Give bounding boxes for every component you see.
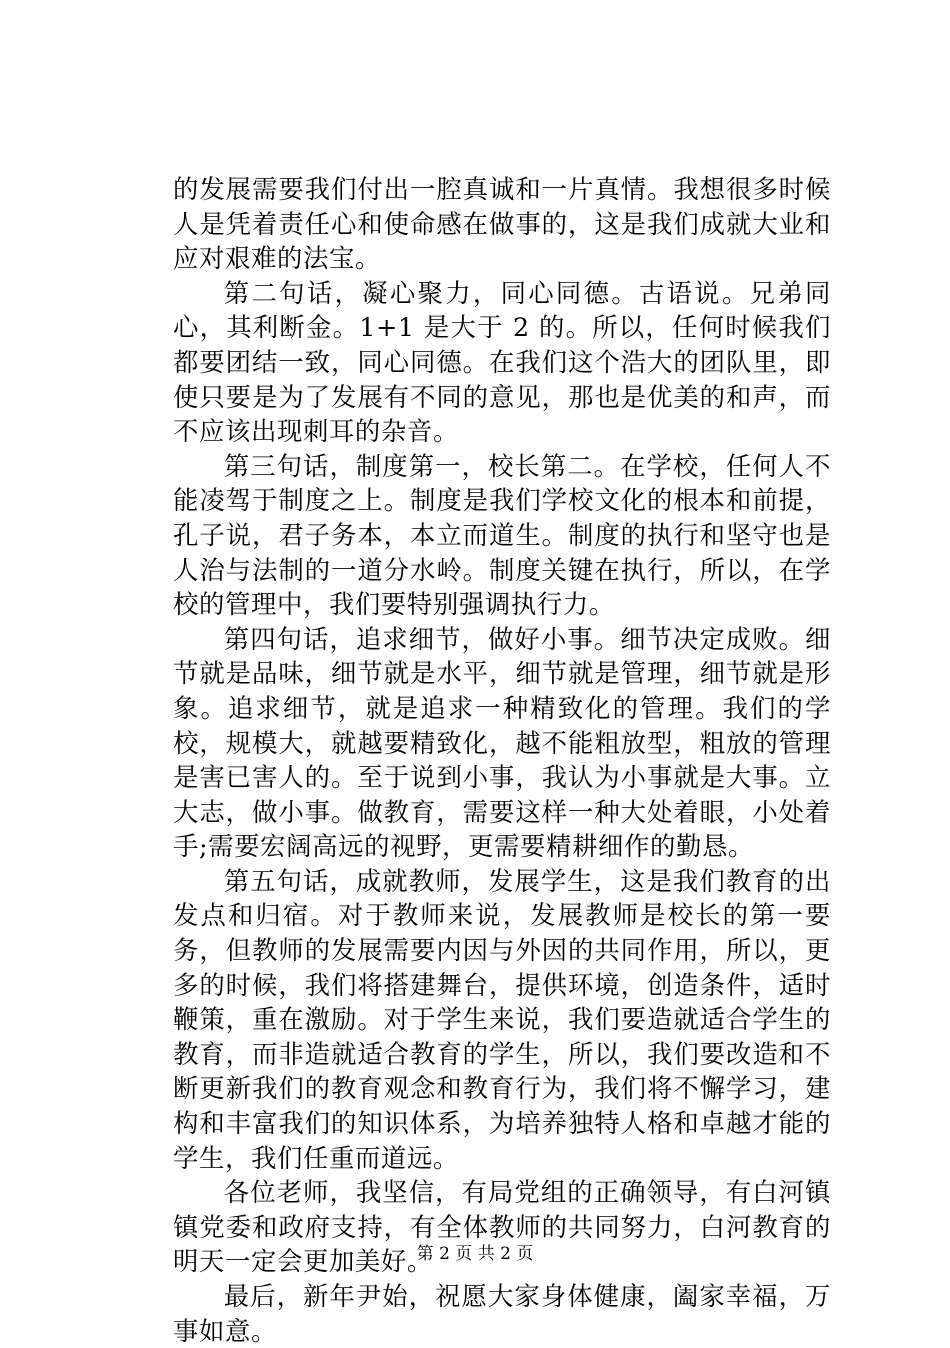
paragraph-second-saying: 第二句话，凝心聚力，同心同德。古语说。兄弟同心，其利断金。1+1 是大于 2 的。所以，任何时候我们都要团结一致，同心同德。在我们这个浩大的团队里，即使只要是为了发展有不同的意见，那也是优美的和声，而不应该出现刺耳的杂音。 bbox=[173, 277, 831, 447]
paragraph-fifth-saying: 第五句话，成就教师，发展学生，这是我们教育的出发点和归宿。对于教师来说，发展教师是校长的第一要务，但教师的发展需要内因与外因的共同作用，所以，更多的时候，我们将搭建舞台，提供环境，创造条件，适时鞭策，重在激励。对于学生来说，我们要造就适合学生的教育，而非造就适合教育的学生，所以，我们要改造和不断更新我们的教育观念和教育行为，我们将不懈学习，建构和丰富我们的知识体系，为培养独特人格和卓越才能的学生，我们任重而道远。 bbox=[173, 865, 831, 1173]
paragraph-continuation: 的发展需要我们付出一腔真诚和一片真情。我想很多时候人是凭着责任心和使命感在做事的，这是我们成就大业和应对艰难的法宝。 bbox=[173, 174, 831, 274]
paragraph-third-saying: 第三句话，制度第一，校长第二。在学校，任何人不能凌驾于制度之上。制度是我们学校文化的根本和前提，孔子说，君子务本，本立而道生。制度的执行和坚守也是人治与法制的一道分水岭。制度关键在执行，所以，在学校的管理中，我们要特别强调执行力。 bbox=[173, 450, 831, 620]
document-body bbox=[173, 172, 831, 1348]
paragraph-fourth-saying: 第四句话，追求细节，做好小事。细节决定成败。细节就是品味，细节就是水平，细节就是管理，细节就是形象。追求细节，就是追求一种精致化的管理。我们的学校，规模大，就越要精致化，越不能粗放型，粗放的管理是害已害人的。至于说到小事，我认为小事就是大事。立大志，做小事。做教育，需要这样一种大处着眼，小处着手;需要宏阔高远的视野，更需要精耕细作的勤恳。 bbox=[173, 623, 831, 862]
paragraph-closing-wishes: 最后，新年尹始，祝愿大家身体健康，阖家幸福，万事如意。 bbox=[173, 1281, 831, 1346]
page-number-footer: 第 2 页 共 2 页 bbox=[416, 1244, 534, 1264]
paragraph-belief: 各位老师，我坚信，有局党组的正确领导，有白河镇镇党委和政府支持，有全体教师的共同努力，白河教育的明天一定会更加美好。 bbox=[173, 1177, 831, 1277]
